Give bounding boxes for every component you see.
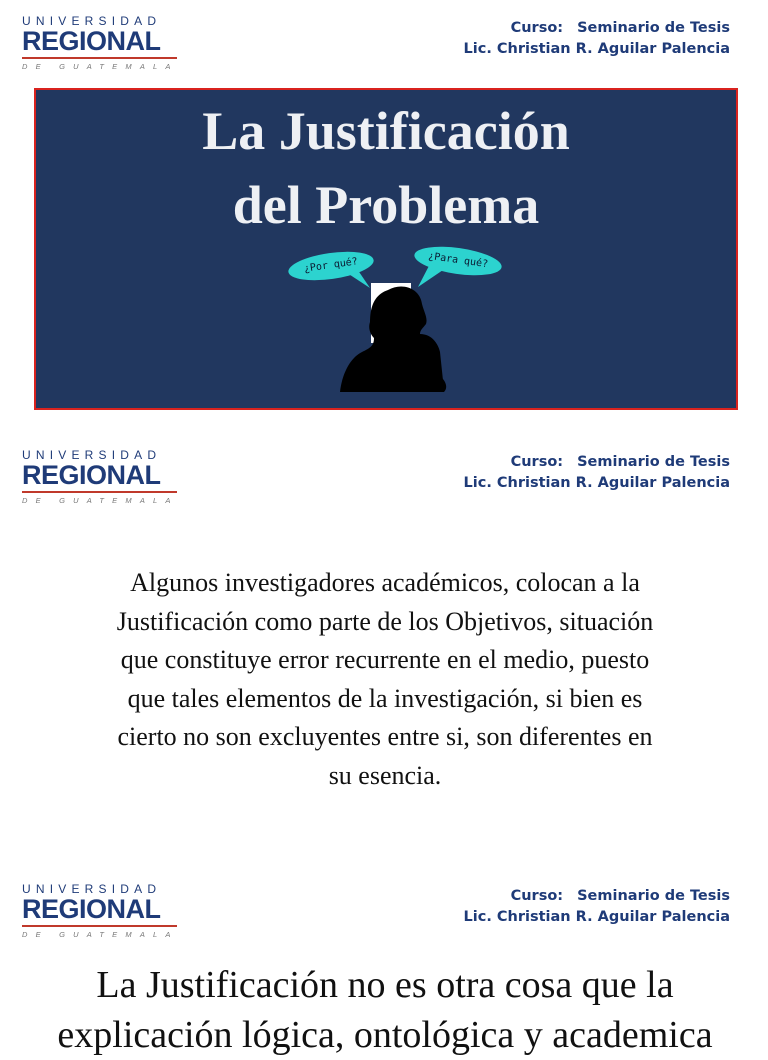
paragraph-line: que constituye error recurrente en el medio, puesto (120, 645, 650, 674)
title-line-2: del Problema (232, 175, 540, 235)
slide-header (0, 14, 768, 84)
course-info (464, 18, 730, 60)
logo-top-text: UNIVERSIDAD (22, 14, 162, 28)
course-info (464, 886, 730, 928)
slide-2 (0, 434, 768, 854)
logo-bottom-text: DE GUATEMALA (22, 496, 179, 505)
course-label: Curso: (510, 454, 564, 470)
paragraph-line: que tales elementos de la investigación, si bien es (127, 683, 643, 713)
speech-bubble-what-for: ¿Para qué? (413, 242, 504, 280)
paragraph-line: La Justificación no es otra cosa que la (96, 964, 674, 1006)
logo-top-text: UNIVERSIDAD (22, 448, 162, 462)
paragraph-line: cierto no son excluyentes entre si, son diferentes en (117, 722, 653, 751)
instructor-name: Lic. Christian R. Aguilar Palencia (463, 41, 730, 57)
speech-bubble-why: ¿Por qué? (287, 247, 376, 285)
course-label: Curso: (510, 888, 564, 904)
thinking-person-icon (36, 90, 736, 408)
university-logo (22, 14, 182, 74)
paragraph-line: su esencia. (328, 760, 442, 790)
logo-top-text: UNIVERSIDAD (22, 882, 162, 896)
logo-main-text: REGIONAL (22, 460, 161, 490)
slide-header (0, 882, 768, 952)
logo-divider (22, 925, 177, 927)
title-panel (34, 88, 738, 410)
course-name: Seminario de Tesis (577, 888, 730, 904)
paragraph-line: Algunos investigadores académicos, colocan a la (130, 568, 640, 597)
instructor-name: Lic. Christian R. Aguilar Palencia (463, 909, 730, 925)
slide-1 (0, 0, 768, 420)
paragraph (40, 960, 730, 1060)
course-name: Seminario de Tesis (577, 454, 730, 470)
logo-bottom-text: DE GUATEMALA (22, 62, 179, 71)
course-name: Seminario de Tesis (577, 20, 730, 36)
university-logo (22, 448, 182, 508)
logo-main-text: REGIONAL (22, 894, 161, 924)
course-info (464, 452, 730, 494)
logo-main-text: REGIONAL (22, 26, 161, 56)
slide-header (0, 448, 768, 518)
instructor-name: Lic. Christian R. Aguilar Palencia (463, 475, 730, 491)
course-label: Curso: (510, 20, 564, 36)
university-logo (22, 882, 182, 942)
logo-bottom-text: DE GUATEMALA (22, 930, 179, 939)
logo-divider (22, 491, 177, 493)
logo-divider (22, 57, 177, 59)
paragraph-line: Justificación como parte de los Objetivos, situación (116, 606, 654, 636)
slide-3 (0, 868, 768, 1056)
paragraph (40, 564, 730, 795)
paragraph-line: explicación lógica, ontológica y academica (57, 1014, 713, 1056)
title-line-1: La Justificación (202, 101, 570, 161)
